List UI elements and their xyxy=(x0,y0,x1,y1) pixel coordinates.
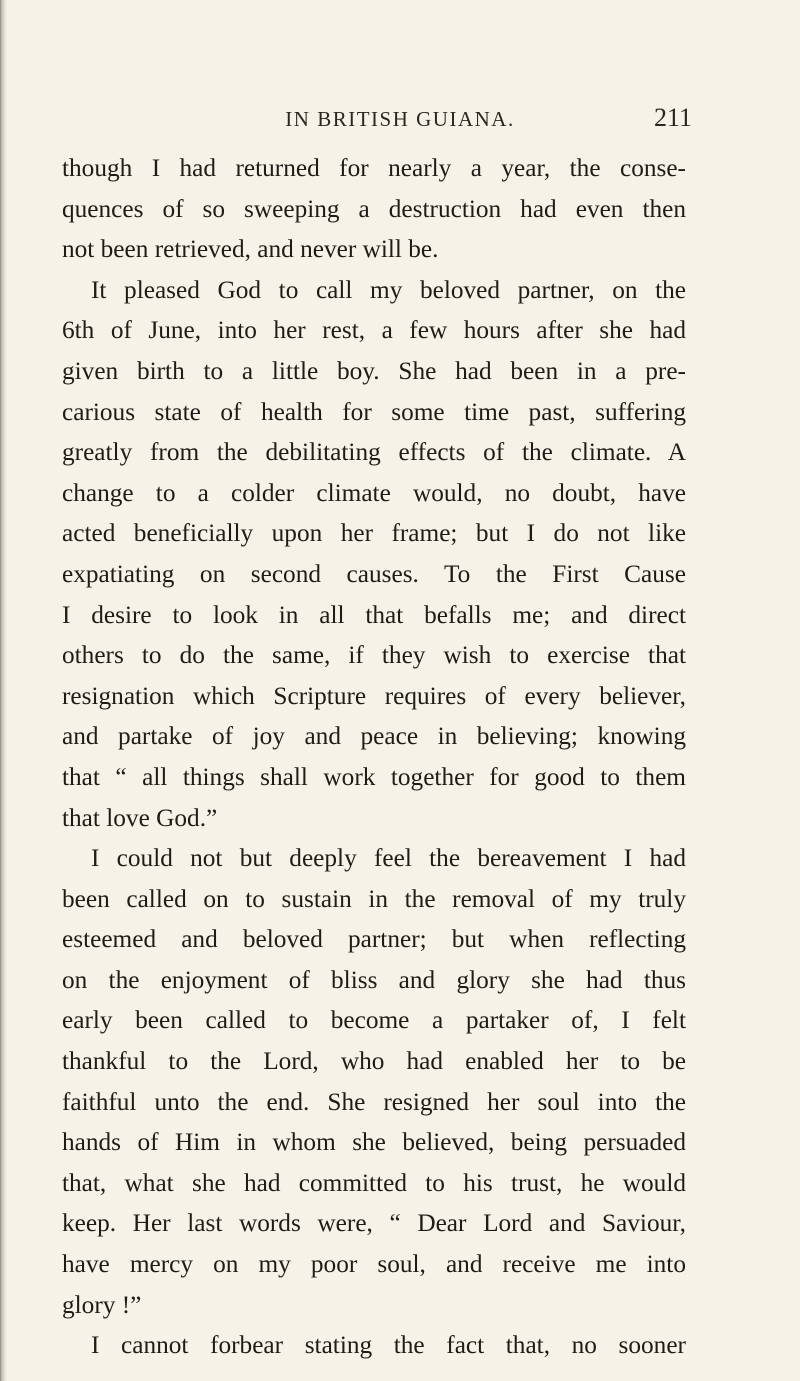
page-edge xyxy=(0,0,7,1381)
text-line: that “ all things shall work together for good to them xyxy=(62,762,686,791)
page-header xyxy=(0,101,800,141)
body-text xyxy=(62,148,686,1366)
text-line: have mercy on my poor soul, and receive me into xyxy=(62,1250,686,1279)
running-head: IN BRITISH GUIANA. xyxy=(285,107,515,131)
text-line: I could not but deeply feel the bereavement I had xyxy=(91,844,686,873)
text-line: esteemed and beloved partner; but when reflecting xyxy=(62,925,686,954)
text-line: I desire to look in all that befalls me; and direct xyxy=(62,600,686,629)
text-line: given birth to a little boy. She had been in a pre- xyxy=(62,356,686,385)
text-line: quences of so sweeping a destruction had even then xyxy=(62,194,686,223)
text-line: glory !” xyxy=(62,1290,142,1319)
text-line: though I had returned for nearly a year, the conse- xyxy=(62,154,686,182)
text-line: hands of Him in whom she believed, being persuaded xyxy=(62,1128,686,1157)
text-line: early been called to become a partaker of, I felt xyxy=(62,1006,686,1035)
text-line: keep. Her last words were, “ Dear Lord and Saviour, xyxy=(62,1209,686,1238)
text-line: change to a colder climate would, no doubt, have xyxy=(62,478,686,507)
text-line: carious state of health for some time past, suffering xyxy=(62,397,686,426)
text-line: I cannot forbear stating the fact that, no sooner xyxy=(91,1331,686,1360)
text-line: and partake of joy and peace in believing; knowing xyxy=(62,722,686,751)
text-line: that, what she had committed to his trust, he would xyxy=(62,1168,686,1197)
text-line: It pleased God to call my beloved partner, on the xyxy=(91,275,686,304)
text-line: 6th of June, into her rest, a few hours after she had xyxy=(62,316,686,345)
text-line: not been retrieved, and never will be. xyxy=(62,235,439,264)
page-number: 211 xyxy=(653,103,692,132)
text-line: acted beneficially upon her frame; but I do not like xyxy=(62,519,686,548)
text-line: resignation which Scripture requires of every believer, xyxy=(62,681,686,710)
text-line: others to do the same, if they wish to exercise that xyxy=(62,641,686,670)
text-line: greatly from the debilitating effects of the climate. A xyxy=(62,438,686,467)
text-line: been called on to sustain in the removal of my truly xyxy=(62,884,686,913)
text-line: that love God.” xyxy=(62,803,218,832)
text-line: on the enjoyment of bliss and glory she had thus xyxy=(62,965,686,994)
text-line: expatiating on second causes. To the First Cause xyxy=(62,559,686,588)
text-line: faithful unto the end. She resigned her soul into the xyxy=(62,1087,686,1116)
text-line: thankful to the Lord, who had enabled her to be xyxy=(62,1047,686,1076)
